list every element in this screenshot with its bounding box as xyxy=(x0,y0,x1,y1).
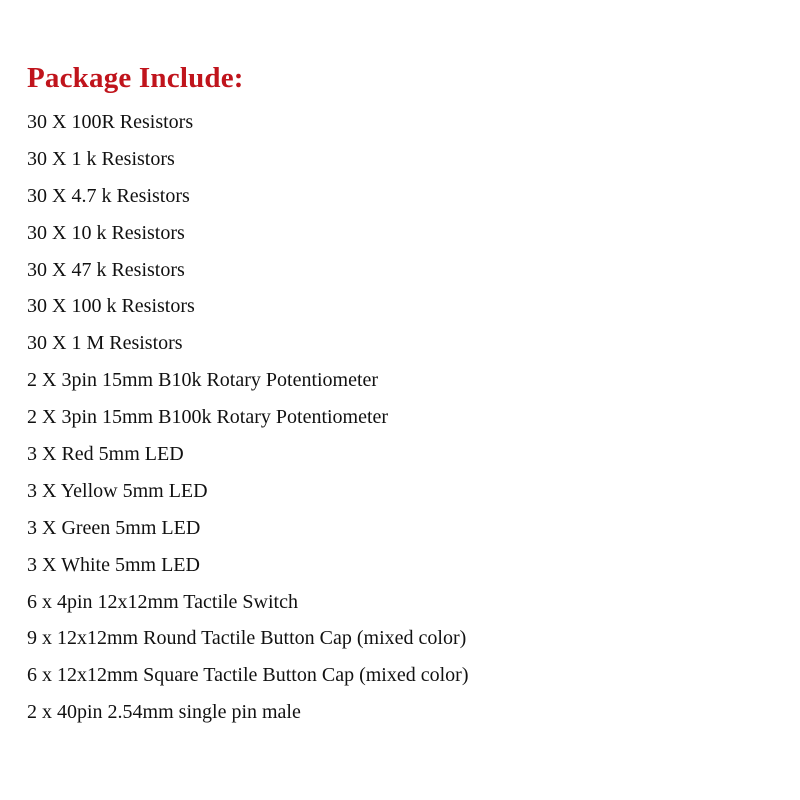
package-item: 3 X Red 5mm LED xyxy=(27,443,184,466)
package-item: 30 X 1 k Resistors xyxy=(27,147,175,170)
package-item: 6 x 12x12mm Square Tactile Button Cap (mixed color) xyxy=(27,664,469,687)
package-item: 30 X 4.7 k Resistors xyxy=(27,184,190,207)
package-item: 9 x 12x12mm Round Tactile Button Cap (mixed color) xyxy=(27,627,467,650)
package-contents xyxy=(27,58,787,731)
package-title: Package Include: xyxy=(27,62,244,94)
package-item: 30 X 100R Resistors xyxy=(27,111,194,133)
package-item: 2 X 3pin 15mm B100k Rotary Potentiometer xyxy=(27,406,389,429)
package-item: 3 X Green 5mm LED xyxy=(27,516,201,539)
package-item: 2 X 3pin 15mm B10k Rotary Potentiometer xyxy=(27,369,379,392)
package-item: 30 X 10 k Resistors xyxy=(27,221,185,244)
package-item: 3 X Yellow 5mm LED xyxy=(27,479,208,502)
package-item: 2 x 40pin 2.54mm single pin male xyxy=(27,701,301,724)
package-item: 30 X 47 k Resistors xyxy=(27,258,185,281)
package-item: 3 X White 5mm LED xyxy=(27,553,200,576)
package-item: 30 X 100 k Resistors xyxy=(27,295,195,318)
package-item-list xyxy=(27,104,787,731)
package-item: 6 x 4pin 12x12mm Tactile Switch xyxy=(27,590,298,613)
package-item: 30 X 1 M Resistors xyxy=(27,332,183,355)
